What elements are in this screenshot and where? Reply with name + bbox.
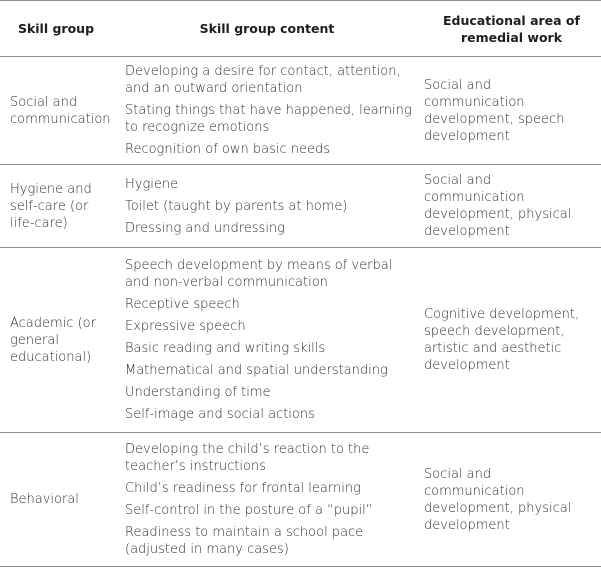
list-item: Stating things that have happened, learning to recognize emotions [125, 103, 412, 135]
header-skill-group-content: Skill group content [199, 21, 335, 36]
table-row [0, 433, 601, 567]
list-item: Child’s readiness for frontal learning [125, 481, 361, 496]
list-item: Receptive speech [125, 297, 240, 312]
educational-area-cell: Cognitive development, speech development, artistic and aesthetic development [424, 307, 580, 373]
list-item: Mathematical and spatial understanding [125, 363, 388, 378]
educational-area-cell: Social and communication development, physical development [424, 173, 572, 239]
skill-group-cell: Hygiene and self-care (or life-care) [10, 181, 92, 231]
skill-group-cell: Behavioral [10, 492, 79, 507]
list-item: Expressive speech [125, 319, 246, 334]
educational-area-cell: Social and communication development, speech development [424, 77, 565, 144]
list-item: Developing a desire for contact, attention, and an outward orientation [125, 64, 401, 96]
skill-content-cell [112, 248, 422, 433]
skill-content-cell [112, 433, 422, 567]
list-item: Developing the child’s reaction to the teacher’s instructions [125, 442, 370, 474]
list-item: Recognition of own basic needs [125, 142, 330, 157]
header-educational-area: Educational area of remedial work [443, 12, 580, 45]
header-skill-group: Skill group [17, 21, 95, 36]
list-item: Self-control in the posture of a “pupil” [125, 503, 373, 518]
list-item: Self-image and social actions [125, 407, 315, 422]
table-row [0, 248, 601, 433]
skill-group-cell: Social and communication [10, 94, 111, 127]
list-item: Readiness to maintain a school pace (adjusted in many cases) [125, 525, 364, 557]
list-item: Dressing and undressing [125, 220, 285, 236]
table-row [0, 165, 601, 248]
skill-group-cell: Academic (or general educational) [10, 315, 96, 365]
table-row [0, 57, 601, 165]
list-item: Understanding of time [125, 385, 271, 400]
list-item: Basic reading and writing skills [125, 341, 326, 356]
educational-area-cell: Social and communication development, physical development [424, 466, 572, 533]
list-item: Speech development by means of verbal and non-verbal communication [125, 258, 393, 290]
list-item: Toilet (taught by parents at home) [125, 198, 348, 214]
skill-content-cell [112, 165, 422, 248]
header-row [0, 1, 601, 57]
list-item: Hygiene [125, 176, 179, 192]
skill-content-cell [112, 57, 422, 165]
